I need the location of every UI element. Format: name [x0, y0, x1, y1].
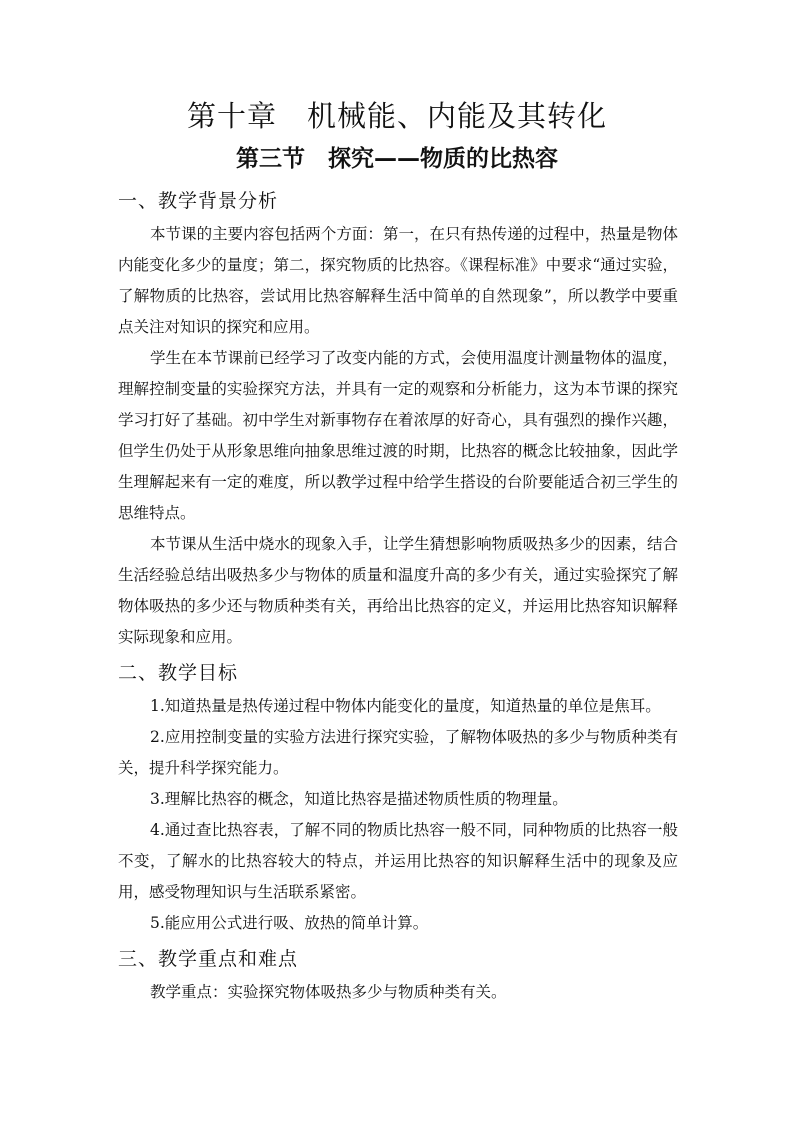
- objective-item: 2.应用控制变量的实验方法进行探究实验，了解物体吸热的多少与物质种类有关，提升科学探究能力。: [118, 728, 678, 777]
- objective-item: 3.理解比热容的概念，知道比热容是描述物质性质的物理量。: [150, 790, 568, 808]
- objective-item: 4.通过查比热容表，了解不同的物质比热容一般不同，同种物质的比热容一般不变，了解水的比热容较大的特点，并运用比热容的知识解释生活中的现象及应用，感受物理知识与生活联系紧密。: [118, 821, 678, 901]
- section-key-points: [118, 941, 678, 1008]
- document-body: [118, 183, 678, 1008]
- paragraph: 教学重点：实验探究物体吸热多少与物质种类有关。: [150, 983, 507, 1001]
- section-background: [118, 183, 678, 653]
- objective-item: 1.知道热量是热传递过程中物体内能变化的量度，知道热量的单位是焦耳。: [150, 697, 661, 715]
- section-heading: 一、教学背景分析: [118, 190, 279, 212]
- paragraph: 本节课从生活中烧水的现象入手，让学生猜想影响物质吸热多少的因素，结合生活经验总结出吸热多少与物体的质量和温度升高的多少有关，通过实验探究了解物体吸热的多少还与物质种类有关，再给出比热容的定义，并运用比热容知识解释实际现象和应用。: [118, 535, 678, 646]
- paragraph: 学生在本节课前已经学习了改变内能的方式，会使用温度计测量物体的温度，理解控制变量的实验探究方法，并具有一定的观察和分析能力，这为本节课的探究学习打好了基础。初中学生对新事物存在着浓厚的好奇心，具有强烈的操作兴趣，但学生仍处于从形象思维向抽象思维过渡的时期，比热容的概念比较抽象，因此学生理解起来有一定的难度，所以教学过程中给学生搭设的台阶要能适合初三学生的思维特点。: [118, 349, 678, 522]
- paragraph: 本节课的主要内容包括两个方面：第一，在只有热传递的过程中，热量是物体内能变化多少的量度；第二，探究物质的比热容。《课程标准》中要求“通过实验，了解物质的比热容，尝试用比热容解释生活中简单的自然现象”，所以教学中要重点关注对知识的探究和应用。: [118, 225, 678, 336]
- chapter-title: 第十章 机械能、内能及其转化: [186, 99, 607, 133]
- section-objectives: [118, 655, 678, 939]
- section-heading: 三、教学重点和难点: [118, 948, 299, 970]
- section-title: 第三节 探究——物质的比热容: [236, 146, 558, 172]
- objective-item: 5.能应用公式进行吸、放热的简单计算。: [150, 914, 429, 932]
- section-heading: 二、教学目标: [118, 662, 239, 684]
